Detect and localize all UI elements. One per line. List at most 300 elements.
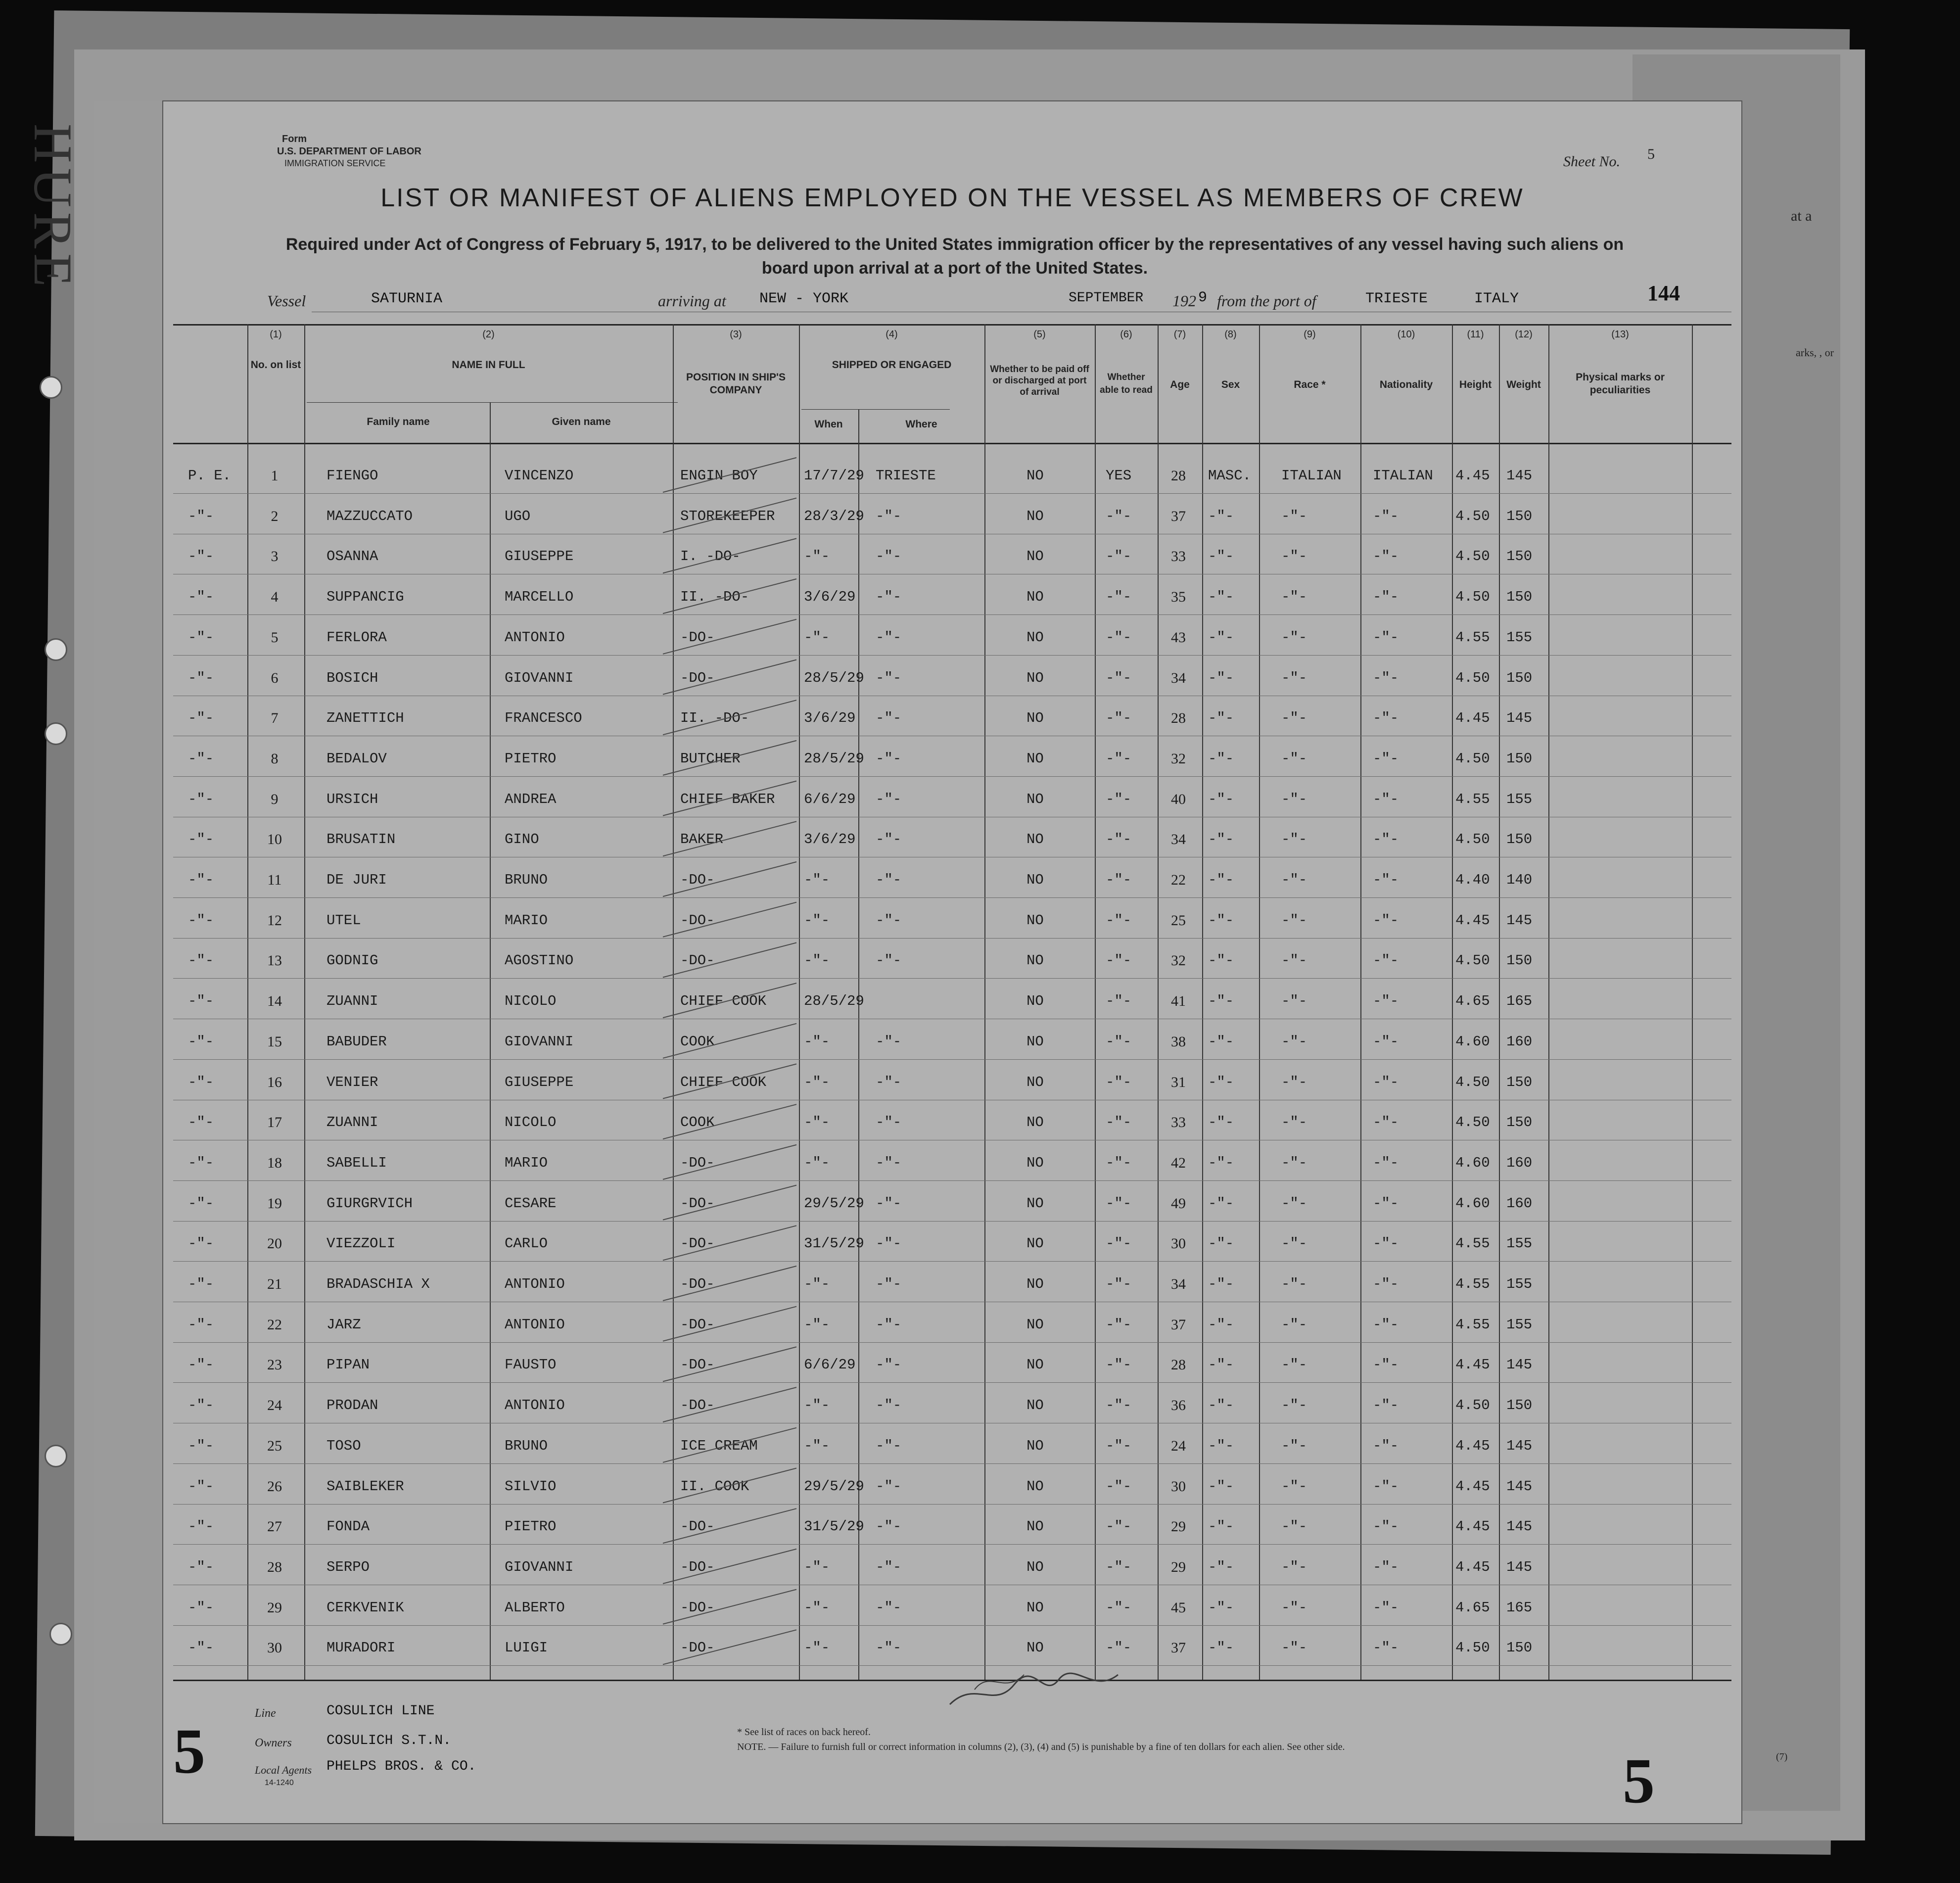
shipped-subheader-line	[801, 409, 950, 410]
age: 45	[1171, 1599, 1186, 1616]
height: 4.55	[1455, 791, 1490, 807]
shipped-where: -"-	[876, 1397, 902, 1414]
able-to-read: -"-	[1106, 1154, 1132, 1171]
row-number: 8	[271, 750, 279, 767]
shipped-where: -"-	[876, 912, 902, 929]
able-to-read: -"-	[1106, 1235, 1132, 1252]
row-mark: -"-	[188, 912, 214, 929]
family-name: DE JURI	[327, 872, 387, 888]
sex: -"-	[1208, 1478, 1234, 1495]
paid-off: NO	[1027, 791, 1044, 807]
page-subtitle: Required under Act of Congress of February 5, 1917, to be delivered to the United States immigration officer by the representatives of any vessel having such aliens on board upon arrival at a port of the United States.	[285, 235, 1624, 278]
shipped-when: -"-	[804, 1154, 830, 1171]
height: 4.45	[1455, 1558, 1490, 1575]
nationality: -"-	[1373, 589, 1399, 606]
age: 38	[1171, 1033, 1186, 1050]
col-num: (3)	[730, 329, 742, 340]
col-line	[490, 402, 491, 1680]
able-to-read: -"-	[1106, 629, 1132, 646]
shipped-when: -"-	[804, 1074, 830, 1090]
height: 4.45	[1455, 1518, 1490, 1535]
sex: -"-	[1208, 872, 1234, 888]
col-line	[1158, 324, 1159, 1680]
nationality: -"-	[1373, 508, 1399, 524]
paid-off: NO	[1027, 1074, 1044, 1090]
row-number: 17	[267, 1114, 282, 1131]
height: 4.50	[1455, 831, 1490, 848]
col-line	[304, 324, 305, 1680]
shipped-when: -"-	[804, 1599, 830, 1616]
col-num: (12)	[1515, 329, 1533, 340]
col-line	[1360, 324, 1361, 1680]
sex: -"-	[1208, 912, 1234, 929]
race: -"-	[1281, 1437, 1307, 1454]
height: 4.50	[1455, 750, 1490, 767]
position: -DO-	[680, 872, 715, 888]
arrival-month: SEPTEMBER	[1069, 290, 1144, 306]
height: 4.55	[1455, 629, 1490, 646]
family-name: SAIBLEKER	[327, 1478, 404, 1495]
col-num: (11)	[1467, 329, 1484, 340]
from-port: TRIESTE	[1365, 290, 1428, 307]
position: -DO-	[680, 952, 715, 969]
position: BAKER	[680, 831, 724, 848]
paid-off: NO	[1027, 993, 1044, 1010]
nationality: -"-	[1373, 1033, 1399, 1050]
age: 34	[1171, 1276, 1186, 1292]
race: -"-	[1281, 1235, 1307, 1252]
family-name: GODNIG	[327, 952, 378, 969]
sex: -"-	[1208, 1235, 1234, 1252]
col-head-physical: Physical marks or peculiarities	[1576, 372, 1665, 396]
age: 35	[1171, 589, 1186, 606]
shipped-where: -"-	[876, 1478, 902, 1495]
col-head-paid-off: Whether to be paid off or discharged at port of arrival	[990, 364, 1089, 397]
paid-off: NO	[1027, 1195, 1044, 1212]
vessel-name: SATURNIA	[371, 290, 443, 307]
row-mark: -"-	[188, 1316, 214, 1333]
col-num: (8)	[1224, 329, 1237, 340]
row-rule	[173, 1504, 1731, 1505]
row-mark: -"-	[188, 1558, 214, 1575]
able-to-read: -"-	[1106, 1033, 1132, 1050]
nationality: -"-	[1373, 1114, 1399, 1131]
age: 33	[1171, 1114, 1186, 1131]
shipped-where: -"-	[876, 669, 902, 686]
row-mark: -"-	[188, 1154, 214, 1171]
nationality: -"-	[1373, 548, 1399, 565]
sex: -"-	[1208, 993, 1234, 1010]
col-line	[1259, 324, 1260, 1680]
shipped-when: 31/5/29	[804, 1518, 864, 1535]
weight: 165	[1506, 1599, 1533, 1616]
margin-text: at a	[1791, 208, 1812, 224]
position: CHIEF COOK	[680, 1074, 767, 1090]
weight: 155	[1506, 629, 1533, 646]
header-bottom-border	[173, 443, 1731, 444]
col-head-race: Race *	[1294, 379, 1326, 390]
given-name: MARIO	[505, 912, 548, 929]
race: -"-	[1281, 710, 1307, 727]
age: 29	[1171, 1518, 1186, 1535]
position: CHIEF BAKER	[680, 791, 775, 807]
given-name: GIOVANNI	[505, 1033, 574, 1050]
height: 4.55	[1455, 1316, 1490, 1333]
row-rule	[173, 614, 1731, 615]
col-num: (7)	[1173, 329, 1186, 340]
row-mark: -"-	[188, 1357, 214, 1373]
race: -"-	[1281, 1276, 1307, 1292]
row-number: 25	[267, 1437, 282, 1454]
col-head-age: Age	[1170, 379, 1190, 390]
row-number: 15	[267, 1033, 282, 1050]
shipped-where: -"-	[876, 1195, 902, 1212]
weight: 150	[1506, 548, 1533, 565]
sex: -"-	[1208, 508, 1234, 524]
age: 28	[1171, 468, 1186, 484]
nationality: -"-	[1373, 912, 1399, 929]
race: -"-	[1281, 1114, 1307, 1131]
race: -"-	[1281, 1558, 1307, 1575]
row-mark: -"-	[188, 872, 214, 888]
col-line	[984, 324, 985, 1680]
row-number: 20	[267, 1235, 282, 1252]
col-line	[1548, 324, 1549, 1680]
shipped-where: -"-	[876, 1235, 902, 1252]
shipped-when: -"-	[804, 629, 830, 646]
punch-hole	[45, 722, 67, 745]
given-name: NICOLO	[505, 1114, 557, 1131]
position: COOK	[680, 1033, 715, 1050]
row-mark: -"-	[188, 1235, 214, 1252]
age: 22	[1171, 872, 1186, 888]
height: 4.45	[1455, 912, 1490, 929]
sex: -"-	[1208, 750, 1234, 767]
nationality: -"-	[1373, 1074, 1399, 1090]
paid-off: NO	[1027, 952, 1044, 969]
age: 37	[1171, 508, 1186, 524]
row-number: 9	[271, 791, 279, 807]
given-name: LUIGI	[505, 1640, 548, 1656]
margin-text: arks, , or	[1796, 346, 1834, 359]
col-num: (1)	[270, 329, 282, 340]
family-name: ZUANNI	[327, 1114, 378, 1131]
race: -"-	[1281, 1154, 1307, 1171]
position: II. -DO-	[680, 589, 749, 606]
row-number: 16	[267, 1074, 282, 1090]
col-head-nationality: Nationality	[1379, 379, 1433, 390]
shipped-where: -"-	[876, 750, 902, 767]
row-mark: -"-	[188, 831, 214, 848]
able-to-read: -"-	[1106, 508, 1132, 524]
able-to-read: -"-	[1106, 1397, 1132, 1414]
shipped-where: -"-	[876, 1154, 902, 1171]
weight: 145	[1506, 912, 1533, 929]
height: 4.50	[1455, 548, 1490, 565]
height: 4.60	[1455, 1033, 1490, 1050]
race: -"-	[1281, 1599, 1307, 1616]
family-name: BABUDER	[327, 1033, 387, 1050]
weight: 150	[1506, 1640, 1533, 1656]
paid-off: NO	[1027, 589, 1044, 606]
able-to-read: -"-	[1106, 1357, 1132, 1373]
col-num: (9)	[1304, 329, 1316, 340]
row-rule	[173, 1342, 1731, 1343]
shipped-when: -"-	[804, 872, 830, 888]
agents-value: PHELPS BROS. & CO.	[327, 1759, 476, 1774]
col-head-shipped: SHIPPED OR ENGAGED	[832, 359, 952, 371]
row-rule	[173, 1180, 1731, 1181]
corner-number-left: 5	[173, 1716, 205, 1787]
shipped-when: -"-	[804, 952, 830, 969]
shipped-when: 3/6/29	[804, 831, 856, 848]
age: 33	[1171, 548, 1186, 565]
col-head-when: When	[814, 419, 843, 430]
paid-off: NO	[1027, 548, 1044, 565]
from-port-label: from the port of	[1217, 292, 1316, 310]
row-rule	[173, 493, 1731, 494]
given-name: AGOSTINO	[505, 952, 574, 969]
col-num: (5)	[1033, 329, 1046, 340]
able-to-read: -"-	[1106, 1478, 1132, 1495]
arriving-label: arriving at	[658, 292, 726, 310]
paid-off: NO	[1027, 1357, 1044, 1373]
form-label: Form	[282, 134, 307, 144]
row-number: 13	[267, 952, 282, 969]
position: ICE CREAM	[680, 1437, 758, 1454]
family-name: UTEL	[327, 912, 361, 929]
able-to-read: -"-	[1106, 1074, 1132, 1090]
able-to-read: -"-	[1106, 669, 1132, 686]
family-name: PRODAN	[327, 1397, 378, 1414]
shipped-when: 17/7/29	[804, 468, 864, 484]
able-to-read: -"-	[1106, 1437, 1132, 1454]
shipped-where: -"-	[876, 1033, 902, 1050]
weight: 160	[1506, 1195, 1533, 1212]
position: CHIEF COOK	[680, 993, 767, 1010]
paid-off: NO	[1027, 831, 1044, 848]
punch-hole	[45, 638, 67, 661]
weight: 150	[1506, 669, 1533, 686]
age: 37	[1171, 1316, 1186, 1333]
weight: 155	[1506, 1316, 1533, 1333]
sex: -"-	[1208, 1276, 1234, 1292]
paid-off: NO	[1027, 669, 1044, 686]
row-rule	[173, 938, 1731, 939]
weight: 145	[1506, 1357, 1533, 1373]
height: 4.45	[1455, 1437, 1490, 1454]
weight: 145	[1506, 1558, 1533, 1575]
age: 28	[1171, 1357, 1186, 1373]
family-name: BRUSATIN	[327, 831, 396, 848]
sex: -"-	[1208, 1558, 1234, 1575]
age: 41	[1171, 993, 1186, 1010]
weight: 150	[1506, 508, 1533, 524]
weight: 150	[1506, 1397, 1533, 1414]
position: STOREKEEPER	[680, 508, 775, 524]
able-to-read: YES	[1106, 468, 1132, 484]
sex: -"-	[1208, 1437, 1234, 1454]
sex: -"-	[1208, 1316, 1234, 1333]
shipped-where: -"-	[876, 872, 902, 888]
height: 4.50	[1455, 1640, 1490, 1656]
sex: -"-	[1208, 589, 1234, 606]
shipped-where: -"-	[876, 1114, 902, 1131]
race: -"-	[1281, 912, 1307, 929]
given-name: PIETRO	[505, 750, 557, 767]
col-line	[1499, 324, 1500, 1680]
nationality: -"-	[1373, 1357, 1399, 1373]
row-number: 14	[267, 993, 282, 1010]
nationality: -"-	[1373, 952, 1399, 969]
nationality: -"-	[1373, 1154, 1399, 1171]
row-number: 10	[267, 831, 282, 848]
given-name: SILVIO	[505, 1478, 557, 1495]
able-to-read: -"-	[1106, 791, 1132, 807]
weight: 150	[1506, 1114, 1533, 1131]
paid-off: NO	[1027, 1437, 1044, 1454]
row-rule	[173, 978, 1731, 979]
family-name: VENIER	[327, 1074, 378, 1090]
weight: 145	[1506, 1478, 1533, 1495]
row-mark: -"-	[188, 508, 214, 524]
sex: MASC.	[1208, 468, 1252, 484]
sex: -"-	[1208, 1640, 1234, 1656]
shipped-where: -"-	[876, 952, 902, 969]
col-num: (2)	[482, 329, 495, 340]
age: 30	[1171, 1478, 1186, 1495]
family-name: VIEZZOLI	[327, 1235, 396, 1252]
weight: 155	[1506, 1235, 1533, 1252]
col-head-position: POSITION IN SHIP'S COMPANY	[686, 372, 786, 396]
sex: -"-	[1208, 1397, 1234, 1414]
height: 4.50	[1455, 952, 1490, 969]
row-rule	[173, 1544, 1731, 1545]
race: -"-	[1281, 548, 1307, 565]
race: -"-	[1281, 1397, 1307, 1414]
weight: 145	[1506, 468, 1533, 484]
nationality: -"-	[1373, 750, 1399, 767]
position: ENGIN BOY	[680, 468, 758, 484]
position: -DO-	[680, 1316, 715, 1333]
sex: -"-	[1208, 629, 1234, 646]
family-name: SABELLI	[327, 1154, 387, 1171]
punch-hole	[49, 1623, 72, 1646]
nationality: -"-	[1373, 1276, 1399, 1292]
sex: -"-	[1208, 1195, 1234, 1212]
row-mark: -"-	[188, 589, 214, 606]
weight: 145	[1506, 1518, 1533, 1535]
col-head-given: Given name	[552, 416, 611, 427]
col-num: (4)	[886, 329, 898, 340]
nationality: -"-	[1373, 791, 1399, 807]
shipped-where: -"-	[876, 589, 902, 606]
given-name: GIUSEPPE	[505, 548, 574, 565]
weight: 145	[1506, 1437, 1533, 1454]
name-subheader-line	[307, 402, 678, 403]
height: 4.40	[1455, 872, 1490, 888]
left-stub	[94, 101, 164, 1823]
nationality: -"-	[1373, 1397, 1399, 1414]
weight: 150	[1506, 589, 1533, 606]
paid-off: NO	[1027, 1599, 1044, 1616]
shipped-where: -"-	[876, 1518, 902, 1535]
shipped-when: -"-	[804, 1437, 830, 1454]
paid-off: NO	[1027, 912, 1044, 929]
row-mark: -"-	[188, 750, 214, 767]
row-number: 12	[267, 912, 282, 929]
paid-off: NO	[1027, 750, 1044, 767]
age: 32	[1171, 952, 1186, 969]
sex: -"-	[1208, 548, 1234, 565]
col-head-height: Height	[1459, 379, 1492, 390]
row-rule	[173, 1463, 1731, 1464]
able-to-read: -"-	[1106, 1518, 1132, 1535]
arrival-year-suffix: 9	[1198, 289, 1208, 306]
vessel-label: Vessel	[267, 292, 306, 310]
race: -"-	[1281, 508, 1307, 524]
family-name: FONDA	[327, 1518, 370, 1535]
arrival-year-prefix: 192	[1172, 292, 1196, 310]
sheet-no: 5	[1647, 146, 1655, 162]
position: -DO-	[680, 1154, 715, 1171]
agents-label: Local Agents	[255, 1764, 312, 1776]
given-name: CESARE	[505, 1195, 557, 1212]
shipped-when: 29/5/29	[804, 1478, 864, 1495]
given-name: ANTONIO	[505, 1316, 565, 1333]
nationality: -"-	[1373, 872, 1399, 888]
height: 4.50	[1455, 508, 1490, 524]
weight: 160	[1506, 1033, 1533, 1050]
height: 4.60	[1455, 1154, 1490, 1171]
shipped-where: -"-	[876, 1437, 902, 1454]
row-number: 21	[267, 1276, 282, 1292]
service: IMMIGRATION SERVICE	[284, 158, 386, 168]
row-mark: -"-	[188, 952, 214, 969]
weight: 160	[1506, 1154, 1533, 1171]
row-rule	[173, 897, 1731, 898]
row-rule	[173, 1059, 1731, 1060]
family-name: JARZ	[327, 1316, 361, 1333]
given-name: GINO	[505, 831, 539, 848]
age: 34	[1171, 669, 1186, 686]
shipped-where: -"-	[876, 1276, 902, 1292]
row-rule	[173, 1382, 1731, 1383]
sex: -"-	[1208, 1357, 1234, 1373]
weight: 150	[1506, 1074, 1533, 1090]
shipped-when: 28/5/29	[804, 750, 864, 767]
position: -DO-	[680, 1640, 715, 1656]
nationality: -"-	[1373, 710, 1399, 727]
paid-off: NO	[1027, 1154, 1044, 1171]
shipped-where: TRIESTE	[876, 468, 936, 484]
paid-off: NO	[1027, 872, 1044, 888]
able-to-read: -"-	[1106, 710, 1132, 727]
given-name: FRANCESCO	[505, 710, 582, 727]
shipped-when: 28/5/29	[804, 669, 864, 686]
position: -DO-	[680, 912, 715, 929]
age: 24	[1171, 1437, 1186, 1454]
paid-off: NO	[1027, 629, 1044, 646]
age: 49	[1171, 1195, 1186, 1212]
given-name: ALBERTO	[505, 1599, 565, 1616]
shipped-when: 6/6/29	[804, 791, 856, 807]
able-to-read: -"-	[1106, 1195, 1132, 1212]
given-name: GIUSEPPE	[505, 1074, 574, 1090]
given-name: MARIO	[505, 1154, 548, 1171]
able-to-read: -"-	[1106, 1640, 1132, 1656]
col-line	[1692, 324, 1693, 1680]
